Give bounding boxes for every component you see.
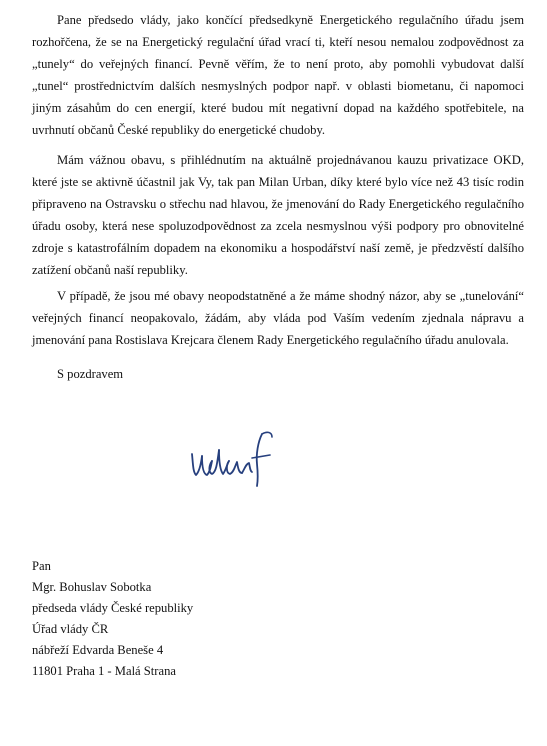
address-line-name: Mgr. Bohuslav Sobotka [32, 580, 152, 594]
closing-salutation: S pozdravem [57, 367, 124, 381]
recipient-address [32, 556, 193, 682]
address-line-title: předseda vlády České republiky [32, 601, 194, 615]
address-line-salutation: Pan [32, 559, 51, 573]
address-line-city: 11801 Praha 1 - Malá Strana [32, 664, 176, 678]
handwritten-signature [188, 428, 288, 488]
address-line-office: Úřad vlády ČR [32, 622, 109, 636]
letter-paragraph-1: Pane předsedo vlády, jako končící předsedkyně Energetického regulačního úřadu jsem rozhořčena, že se na Energetický regulační úřad vrací ti, kteří nesou nemalou zodpovědnost za „tunely“ do veřejných financí. Pevně věřím, že to není proto, aby pomohli vybudovat další „tunel“ prostřednictvím dalších nesmyslných podpor např. v oblasti biometanu, či napomoci jiným zásahům do cen energií, které budou mít negativní dopad na každého spotřebitele, na uvrhnutí občanů České republiky do energetické chudoby. [32, 13, 524, 137]
letter-paragraph-3: V případě, že jsou mé obavy neopodstatněné a že máme shodný názor, aby se „tunelování“ veřejných financí neopakovalo, žádám, aby vláda pod Vaším vedením zjednala nápravu a jmenování pana Rostislava Krejcara členem Rady Energetického regulačního úřadu anulovala. [32, 289, 524, 347]
letter-paragraph-2: Mám vážnou obavu, s přihlédnutím na aktuálně projednávanou kauzu privatizace OKD, které jste se aktivně účastnil jak Vy, tak pan Milan Urban, díky které bylo více než 43 tisíc rodin připraveno na Ostravsku o střechu nad hlavou, že jmenování do Rady Energetického regulačního úřadu osoby, která nese spoluzodpovědnost za zcela nesmyslnou výši podpory pro obnovitelné zdroje s katastrofálním dopadem na ekonomiku a hospodářství naší země, je předzvěstí dalšího zatížení občanů naší republiky. [32, 153, 524, 277]
address-line-street: nábřeží Edvarda Beneše 4 [32, 643, 164, 657]
